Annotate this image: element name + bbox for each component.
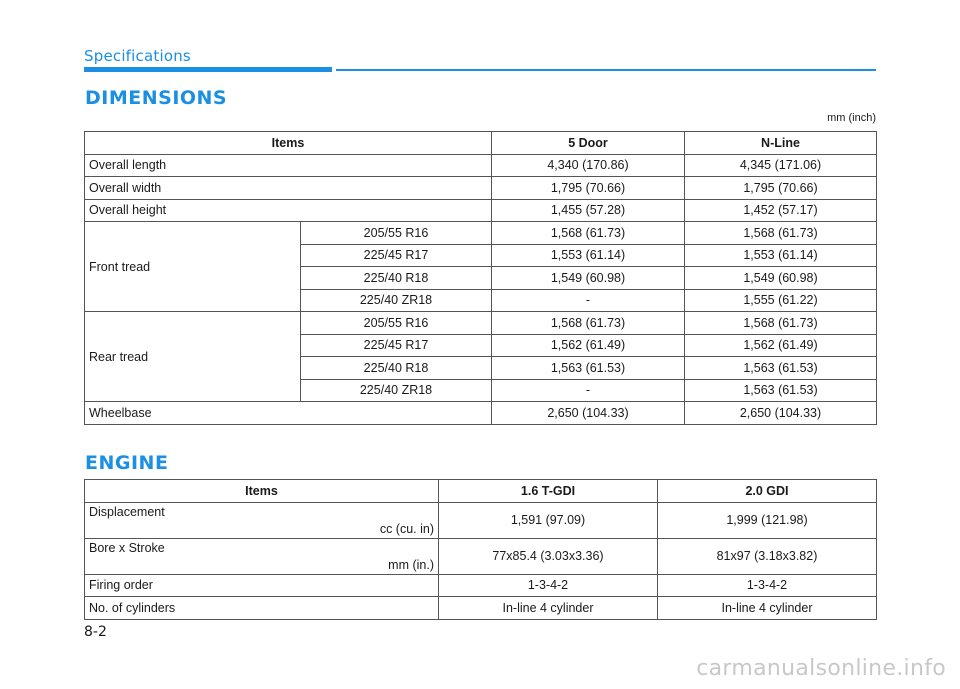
row-label: Overall height bbox=[85, 199, 492, 222]
row-label: Bore x Stroke bbox=[89, 540, 165, 555]
section-label: Specifications bbox=[84, 47, 191, 65]
tire-cell: 225/40 ZR18 bbox=[301, 289, 492, 312]
column-header: Items bbox=[85, 132, 492, 155]
table-row bbox=[85, 177, 877, 200]
value-cell: 4,345 (171.06) bbox=[685, 154, 877, 177]
row-label: Displacement bbox=[89, 504, 165, 519]
row-label-cell bbox=[85, 502, 439, 538]
tire-cell: 225/40 R18 bbox=[301, 357, 492, 380]
row-label: Overall length bbox=[85, 154, 492, 177]
page-number: 8-2 bbox=[84, 624, 107, 640]
row-label: Overall width bbox=[85, 177, 492, 200]
value-cell: 1,563 (61.53) bbox=[492, 357, 685, 380]
value-cell: 1,568 (61.73) bbox=[492, 312, 685, 335]
value-cell: 1,568 (61.73) bbox=[492, 222, 685, 245]
value-cell: 1,553 (61.14) bbox=[685, 244, 877, 267]
value-cell: 1,795 (70.66) bbox=[492, 177, 685, 200]
tire-cell: 205/55 R16 bbox=[301, 312, 492, 335]
value-cell: - bbox=[492, 379, 685, 402]
value-cell: 1,562 (61.49) bbox=[685, 334, 877, 357]
column-header: 2.0 GDI bbox=[658, 480, 877, 503]
row-label-cell bbox=[85, 538, 439, 574]
table-row bbox=[85, 222, 877, 245]
tire-cell: 225/40 R18 bbox=[301, 267, 492, 290]
table-row bbox=[85, 574, 877, 597]
row-label: Rear tread bbox=[85, 312, 301, 402]
value-cell: 1,563 (61.53) bbox=[685, 357, 877, 380]
tire-cell: 225/40 ZR18 bbox=[301, 379, 492, 402]
value-cell: 1,562 (61.49) bbox=[492, 334, 685, 357]
value-cell: 1,568 (61.73) bbox=[685, 312, 877, 335]
tire-cell: 205/55 R16 bbox=[301, 222, 492, 245]
engine-table bbox=[84, 479, 877, 620]
column-header: 1.6 T-GDI bbox=[439, 480, 658, 503]
value-cell: 1,591 (97.09) bbox=[439, 502, 658, 538]
units-label: mm (inch) bbox=[827, 112, 876, 124]
row-label: No. of cylinders bbox=[85, 597, 439, 620]
column-header: Items bbox=[85, 480, 439, 503]
tire-cell: 225/45 R17 bbox=[301, 334, 492, 357]
table-row bbox=[85, 597, 877, 620]
value-cell: 1,549 (60.98) bbox=[492, 267, 685, 290]
row-unit: cc (cu. in) bbox=[379, 521, 434, 536]
value-cell: 81x97 (3.18x3.82) bbox=[658, 538, 877, 574]
value-cell: 1,563 (61.53) bbox=[685, 379, 877, 402]
value-cell: 77x85.4 (3.03x3.36) bbox=[439, 538, 658, 574]
tire-cell: 225/45 R17 bbox=[301, 244, 492, 267]
dimensions-table bbox=[84, 131, 877, 425]
table-header-row bbox=[85, 480, 877, 503]
table-row bbox=[85, 199, 877, 222]
value-cell: - bbox=[492, 289, 685, 312]
table-row bbox=[85, 154, 877, 177]
table-row bbox=[85, 502, 877, 538]
value-cell: 1,795 (70.66) bbox=[685, 177, 877, 200]
column-header: 5 Door bbox=[492, 132, 685, 155]
value-cell: 1,553 (61.14) bbox=[492, 244, 685, 267]
value-cell: 1,999 (121.98) bbox=[658, 502, 877, 538]
table-row bbox=[85, 538, 877, 574]
row-label: Firing order bbox=[85, 574, 439, 597]
header-rule-thick bbox=[84, 67, 332, 72]
value-cell: 2,650 (104.33) bbox=[492, 402, 685, 425]
table-row bbox=[85, 402, 877, 425]
value-cell: 1,452 (57.17) bbox=[685, 199, 877, 222]
table-row bbox=[85, 312, 877, 335]
value-cell: 1,555 (61.22) bbox=[685, 289, 877, 312]
value-cell: 1-3-4-2 bbox=[439, 574, 658, 597]
value-cell: 2,650 (104.33) bbox=[685, 402, 877, 425]
dimensions-heading: DIMENSIONS bbox=[85, 87, 228, 109]
value-cell: 1,568 (61.73) bbox=[685, 222, 877, 245]
table-header-row bbox=[85, 132, 877, 155]
row-label: Wheelbase bbox=[85, 402, 492, 425]
row-unit: mm (in.) bbox=[388, 557, 434, 572]
engine-heading: ENGINE bbox=[85, 452, 169, 474]
value-cell: 1,549 (60.98) bbox=[685, 267, 877, 290]
value-cell: In-line 4 cylinder bbox=[658, 597, 877, 620]
column-header: N-Line bbox=[685, 132, 877, 155]
value-cell: In-line 4 cylinder bbox=[439, 597, 658, 620]
watermark: carmanualsonline.info bbox=[696, 656, 946, 681]
header-rule-thin bbox=[336, 69, 876, 71]
value-cell: 1,455 (57.28) bbox=[492, 199, 685, 222]
row-label: Front tread bbox=[85, 222, 301, 312]
value-cell: 4,340 (170.86) bbox=[492, 154, 685, 177]
value-cell: 1-3-4-2 bbox=[658, 574, 877, 597]
